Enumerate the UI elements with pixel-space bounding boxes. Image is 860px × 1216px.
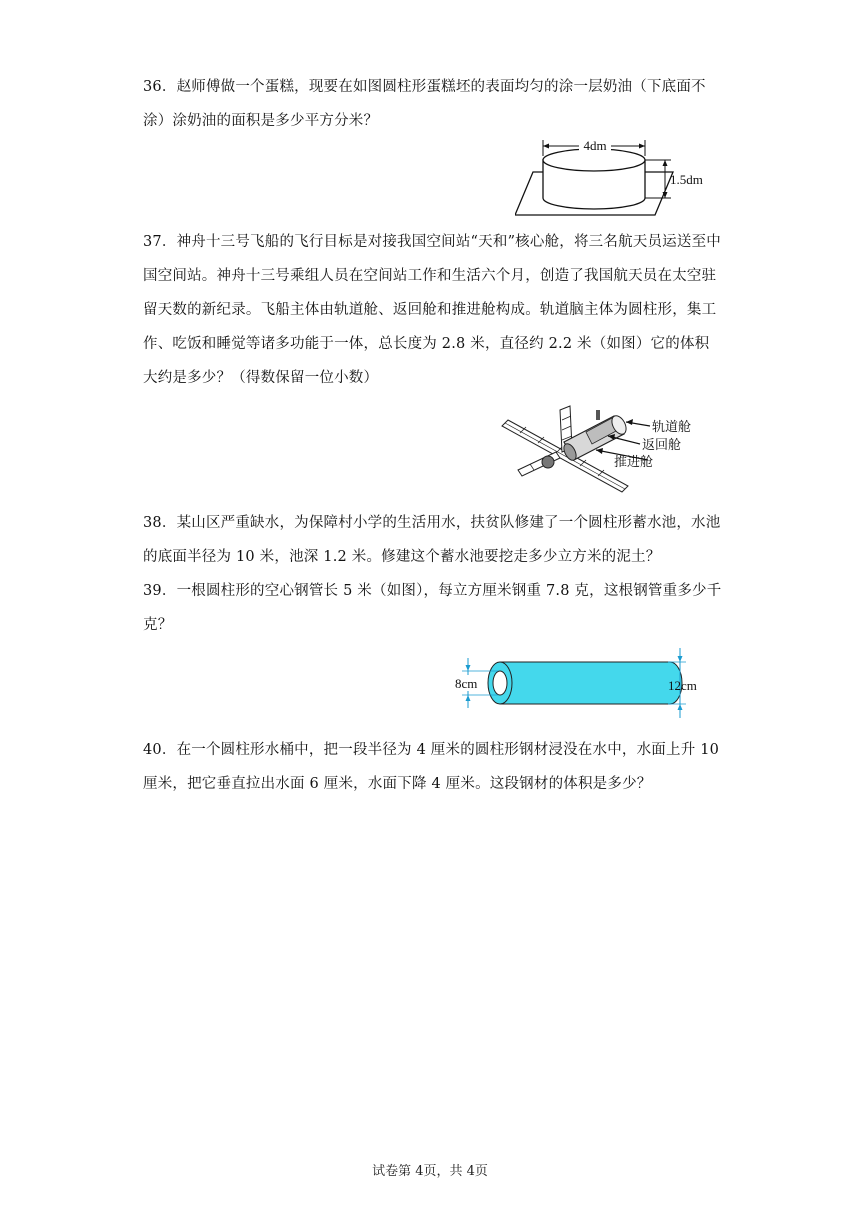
question-number: 36．	[143, 79, 177, 95]
question-number: 39．	[143, 583, 177, 599]
steel-pipe-figure	[452, 646, 708, 720]
question-number: 40．	[143, 742, 177, 758]
question-36	[143, 70, 723, 138]
question-text: 一根圆柱形的空心钢管长 5 米（如图），每立方厘米钢重 7.8 克，这根钢管重多少千克？	[143, 583, 722, 633]
pipe-inner-label: 8cm	[455, 676, 478, 691]
question-text: 赵师傅做一个蛋糕，现要在如图圆柱形蛋糕坯的表面均匀的涂一层奶油（下底面不涂）涂奶油的面积是多少平方分米？	[143, 79, 706, 129]
spacecraft-label-propulsion: 推进舱	[614, 455, 654, 470]
question-text: 神舟十三号飞船的飞行目标是对接我国空间站“天和”核心舱，将三名航天员运送至中国空间站。神舟十三号乘组人员在空间站工作和生活六个月，创造了我国航天员在太空驻留天数的新纪录。飞船主体由轨道舱、返回舱和推进舱构成。轨道脑主体为圆柱形，集工作、吃饭和睡觉等诸多功能于一体，总长度为 2.8 米，直径约 2.2 米（如图）它的体积大约是多少？（得数保留一位小数）	[143, 234, 721, 386]
pipe-outer-label: 12cm	[668, 678, 697, 693]
spacecraft-figure	[500, 402, 722, 494]
question-number: 38．	[143, 515, 177, 531]
cake-cylinder-figure	[515, 136, 715, 218]
question-37	[143, 225, 723, 395]
question-text: 在一个圆柱形水桶中，把一段半径为 4 厘米的圆柱形钢材浸没在水中，水面上升 10 厘米，把它垂直拉出水面 6 厘米，水面下降 4 厘米。这段钢材的体积是多少？	[143, 742, 720, 792]
page-footer: 试卷第 4页，共 4页	[372, 1164, 488, 1179]
question-38	[143, 506, 723, 574]
cake-height-label: 1.5dm	[670, 172, 703, 187]
spacecraft-label-orbital: 轨道舱	[652, 420, 692, 435]
question-40	[143, 733, 723, 801]
question-39	[143, 574, 723, 642]
spacecraft-label-return: 返回舱	[642, 438, 682, 453]
question-number: 37．	[143, 234, 177, 250]
question-text: 某山区严重缺水，为保障村小学的生活用水，扶贫队修建了一个圆柱形蓄水池，水池的底面半径为 10 米，池深 1.2 米。修建这个蓄水池要挖走多少立方米的泥土？	[143, 515, 721, 565]
cake-diameter-label: 4dm	[583, 138, 607, 153]
